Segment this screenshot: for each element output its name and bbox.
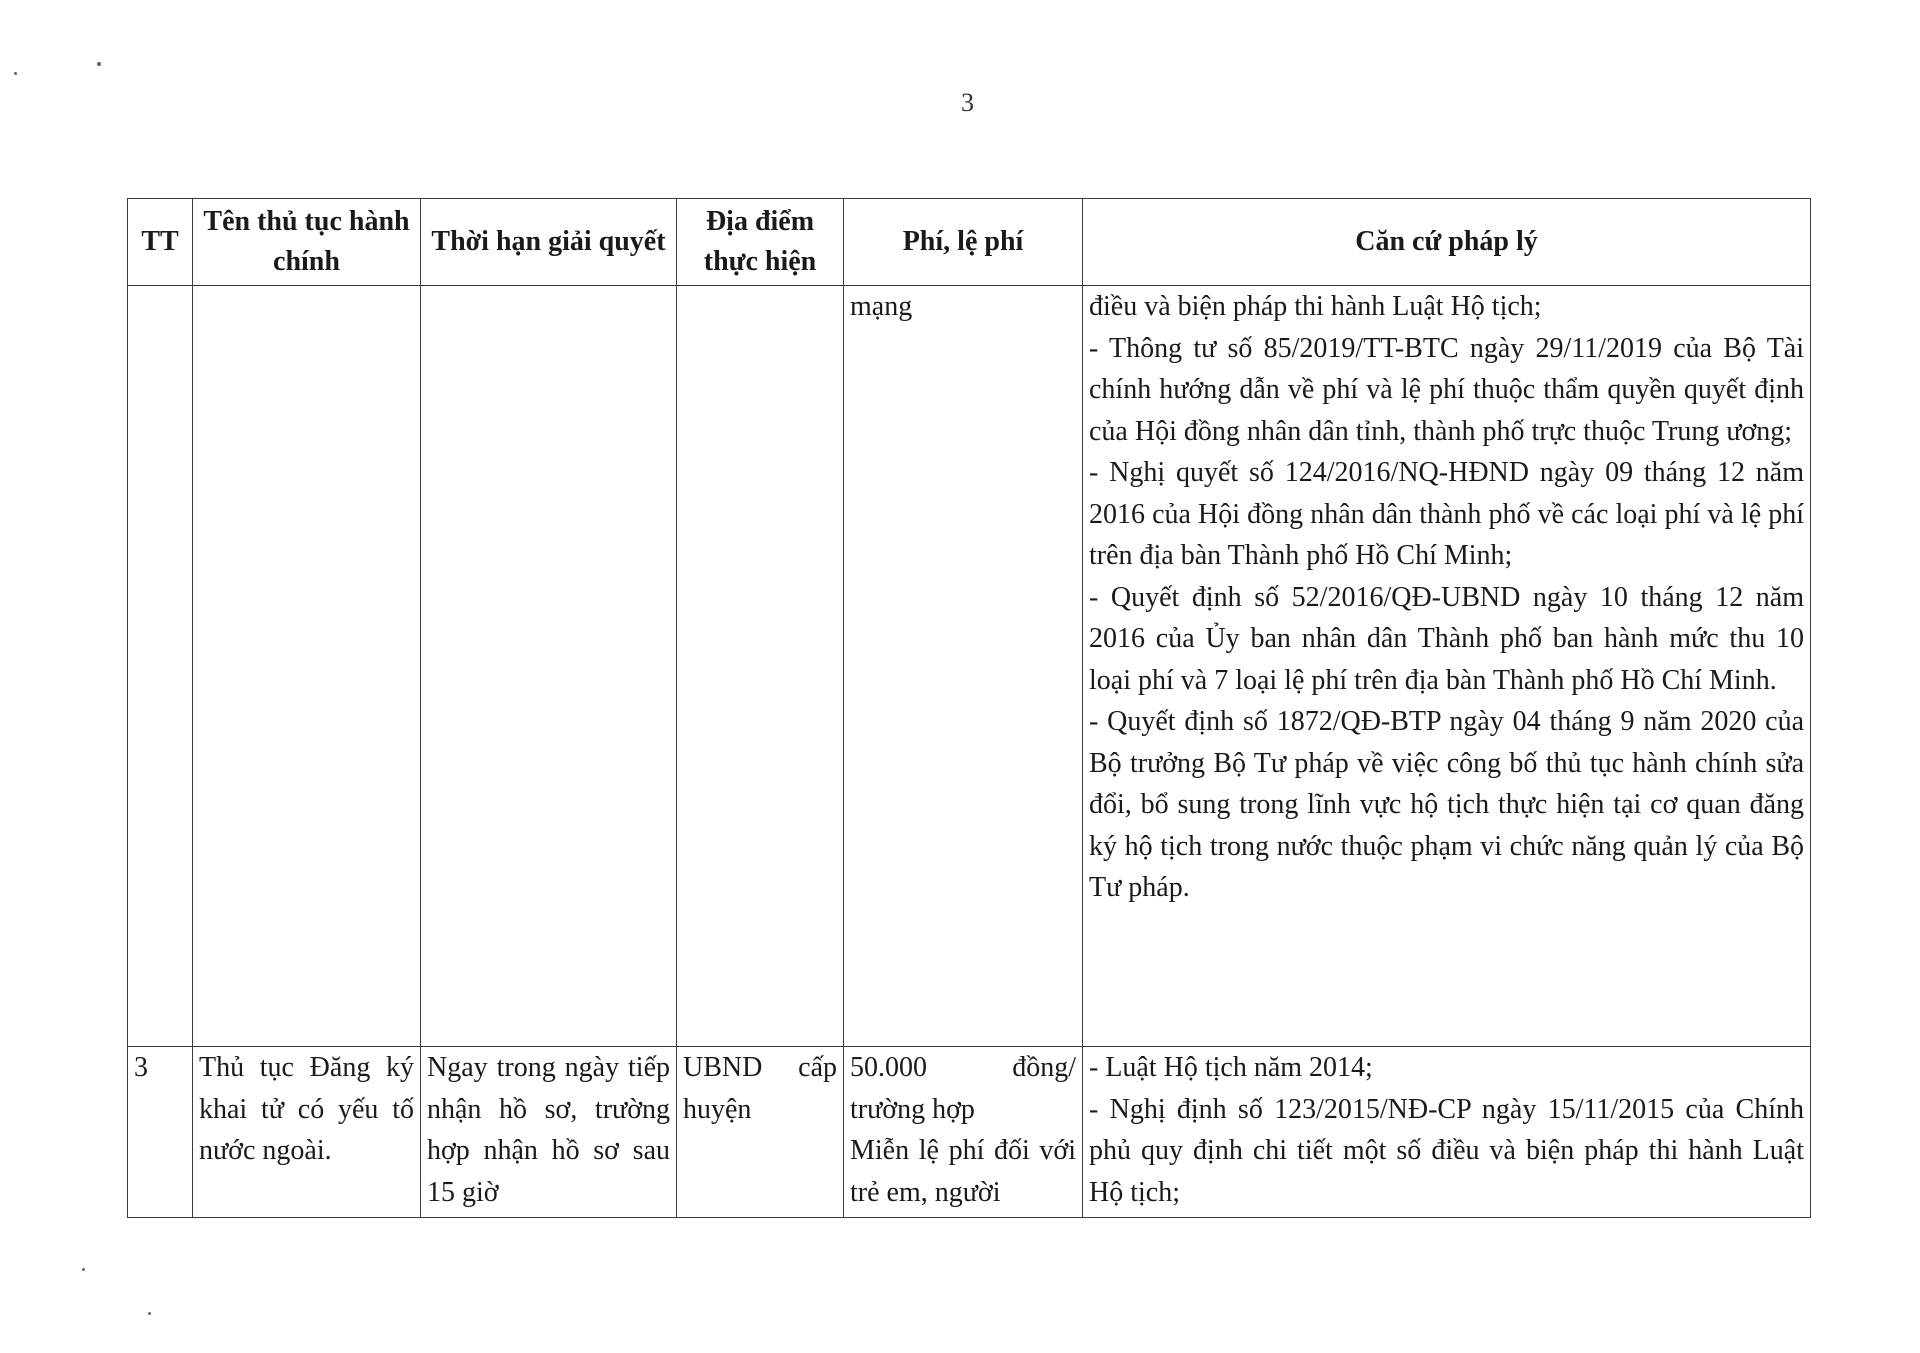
legal-basis-item: - Nghị quyết số 124/2016/NQ-HĐND ngày 09 tháng 12 năm 2016 của Hội đồng nhân dân thành phố về các loại phí và lệ phí trên địa bàn Thành phố Hồ Chí Minh;	[1089, 457, 1804, 571]
legal-basis-item: - Luật Hộ tịch năm 2014;	[1089, 1052, 1373, 1083]
cell-deadline	[421, 286, 677, 1047]
procedure-name-text: Thủ tục Đăng ký khai tử có yếu tố nước ngoài.	[199, 1052, 414, 1166]
legal-basis-item: - Quyết định số 1872/QĐ-BTP ngày 04 tháng 9 năm 2020 của Bộ trưởng Bộ Tư pháp về việc công bố thủ tục hành chính sửa đổi, bổ sung trong lĩnh vực hộ tịch thực hiện tại cơ quan đăng ký hộ tịch trong nước thuộc phạm vi chức năng quản lý của Bộ Tư pháp.	[1089, 706, 1804, 903]
cell-procedure-name	[193, 1047, 421, 1218]
table-row	[128, 286, 1811, 1047]
table-row	[128, 1047, 1811, 1218]
scan-speck	[97, 62, 101, 66]
cell-fees: mạng	[844, 286, 1083, 1047]
cell-tt	[128, 286, 193, 1047]
deadline-text: Ngay trong ngày tiếp nhận hồ sơ, trường hợp nhận hồ sơ sau 15 giờ	[427, 1052, 670, 1208]
scan-speck	[82, 1268, 85, 1271]
header-procedure-name: Tên thủ tục hành chính	[193, 199, 421, 286]
legal-basis-item: - Quyết định số 52/2016/QĐ-UBND ngày 10 tháng 12 năm 2016 của Ủy ban nhân dân Thành phố ban hành mức thu 10 loại phí và 7 loại lệ phí trên địa bàn Thành phố Hồ Chí Minh.	[1089, 581, 1804, 696]
table-header-row	[128, 199, 1811, 286]
header-legal-basis: Căn cứ pháp lý	[1083, 199, 1811, 286]
procedures-table	[127, 198, 1811, 1218]
legal-basis-text	[1089, 1047, 1804, 1213]
cell-legal-basis	[1083, 286, 1811, 1047]
scan-speck	[148, 1312, 151, 1315]
cell-fees	[844, 1047, 1083, 1218]
cell-location	[677, 286, 844, 1047]
page-number: 3	[961, 88, 974, 117]
cell-deadline	[421, 1047, 677, 1218]
header-location: Địa điểm thực hiện	[677, 199, 844, 286]
cell-procedure-name	[193, 286, 421, 1047]
header-tt: TT	[128, 199, 193, 286]
fees-text	[850, 1047, 1076, 1213]
cell-location	[677, 1047, 844, 1218]
legal-basis-item: điều và biện pháp thi hành Luật Hộ tịch;	[1089, 291, 1542, 322]
fee-item: Miễn lệ phí đối với trẻ em, người	[850, 1135, 1076, 1208]
legal-basis-item: - Thông tư số 85/2019/TT-BTC ngày 29/11/2019 của Bộ Tài chính hướng dẫn về phí và lệ phí thuộc thẩm quyền quyết định của Hội đồng nhân dân tỉnh, thành phố trực thuộc Trung ương;	[1089, 332, 1804, 447]
scan-speck	[14, 72, 17, 75]
header-fees: Phí, lệ phí	[844, 199, 1083, 286]
location-text: UBND cấp huyện	[683, 1052, 837, 1125]
cell-tt	[128, 1047, 193, 1218]
tt-text: 3	[134, 1052, 148, 1083]
header-deadline: Thời hạn giải quyết	[421, 199, 677, 286]
cell-legal-basis	[1083, 1047, 1811, 1218]
legal-basis-item: - Nghị định số 123/2015/NĐ-CP ngày 15/11/2015 của Chính phủ quy định chi tiết một số điều và biện pháp thi hành Luật Hộ tịch;	[1089, 1093, 1804, 1208]
fee-item: 50.000 đồng/ trường hợp	[850, 1052, 1076, 1125]
